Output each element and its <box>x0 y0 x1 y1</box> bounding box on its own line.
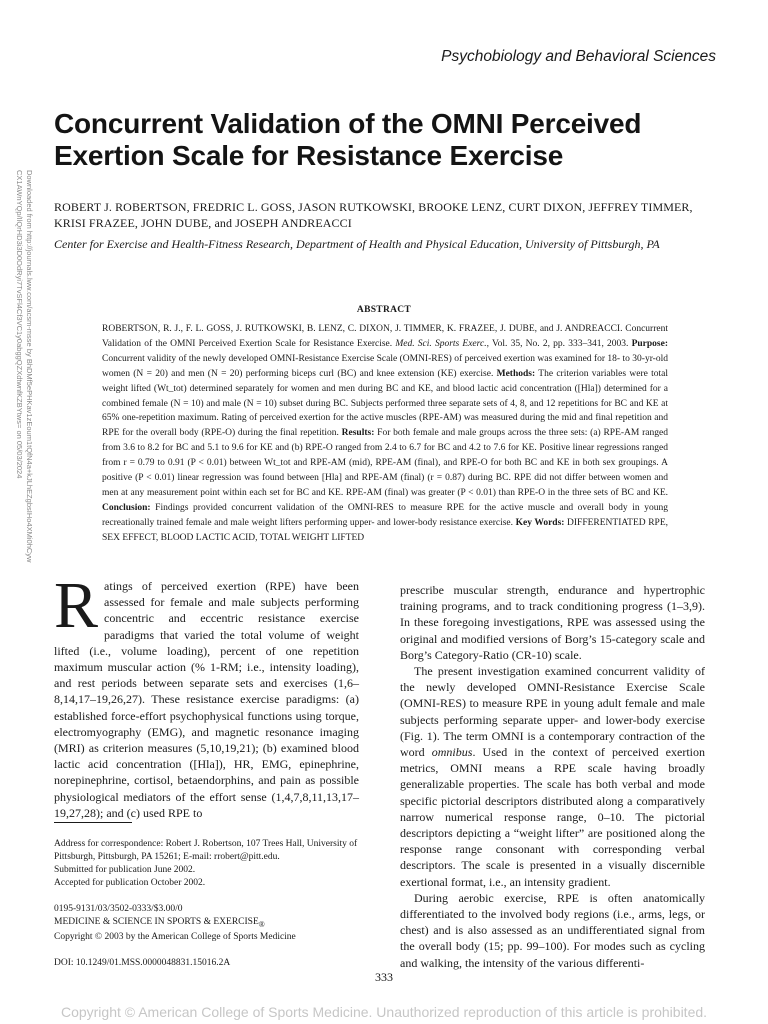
abstract-keywords-label: Key Words: <box>515 517 565 528</box>
abstract-methods: The criterion variables were total weight lifted (Wt_tot) determined separately for women and men during BC and KE, and blood lactic acid concentration ([Hla]) determined for a combined female (N = 10) and male (N = 10) subset during BC. Subjects performed three separate sets of 4, 8, and 12 repetitions for BC and KE at 65% one-repetition maximum. Rating of perceived exertion for the active muscles (RPE-AM) was measured during the mid and final repetition and RPE for the overall body (RPE-O) during the final repetition. <box>102 368 668 439</box>
correspondence-note: Address for correspondence: Robert J. Robertson, 107 Trees Hall, University of Pittsburgh, Pittsburgh, PA 15261; E-mail: rrobert@pitt.edu. <box>54 839 358 862</box>
abstract-citation-journal: Med. Sci. Sports Exerc. <box>395 338 487 349</box>
submitted-date: Submitted for publication June 2002. <box>54 865 196 875</box>
right-paragraph-3: During aerobic exercise, RPE is often anatomically differentiated to the involved body regions (i.e., arms, legs, or chest) and is also assessed as an undifferentiated signal from the overall body (15; pp. 99–100). For modes such as cycling and walking, the intensity of the various differenti- <box>400 890 705 970</box>
author-list: ROBERT J. ROBERTSON, FREDRIC L. GOSS, JASON RUTKOWSKI, BROOKE LENZ, CURT DIXON, JEFFREY TIMMER, KRISI FRAZEE, JOHN DUBE, and JOSEPH ANDREACCI <box>54 200 693 230</box>
abstract-citation-authors: ROBERTSON, R. J., F. L. GOSS, J. RUTKOWSKI, B. LENZ, C. DIXON, J. TIMMER, K. FRAZEE, J. DUBE, and J. ANDREACCI. Concurrent Validation of the OMNI Perceived Exertion Scale for Resistance Exercise. <box>102 324 668 349</box>
abstract-purpose-label: Purpose: <box>631 338 669 349</box>
abstract-results: For both female and male groups across the three sets: (a) RPE-AM ranged from 3.6 to 8.2 for BC and 5.1 to 9.6 for KE and (b) RPE-O ranged from 2.4 to 6.7 for BC and 4.2 to 7.6 for KE. Positive linear regressions ranged from r = 0.79 to 0.91 (P < 0.01) between Wt_tot and RPE-AM (mid), RPE-AM (final), and RPE-O for both BC and KE in both sex groupings. A positive (P < 0.01) linear regression was found between [Hla] and RPE-AM (final) (r = 0.87) during BC. RPE did not differ between women and men at any measurement point within each set for BC and KE. RPE-AM (final) was greater (P < 0.01) than RPE-O in the three sets of BC and KE. <box>102 428 668 498</box>
right-paragraph-1: prescribe muscular strength, endurance and hypertrophic training programs, and to track conditioning progress (1–3,9). In these foregoing investigations, RPE was assessed using the original and modified versions of Borg’s 15-category scale and Borg’s Category-Ratio (CR-10) scale. <box>400 583 705 662</box>
drop-cap: R <box>54 569 99 642</box>
body-right-column <box>400 582 705 971</box>
abstract-conclusion-label: Conclusion: <box>102 502 151 513</box>
affiliation: Center for Exercise and Health-Fitness Research, Department of Health and Physical Education, University of Pittsburgh, PA <box>54 237 660 251</box>
watermark-line-1: Downloaded from http://journals.lww.com/acsm-msse by BhDMf5ePHKav1zEoum1tQfN4a+kJLhEZgbsIHo4XMi0hCyw <box>25 170 34 563</box>
footnotes <box>54 838 364 970</box>
abstract-purpose: Concurrent validity of the newly developed OMNI-Resistance Exercise Scale (OMNI-RES) of perceived exertion was examined for 18- to 30-yr-old women (N = 20) and men (N = 20) performing biceps curl (BC) and knee extension (KE) exercise. <box>102 353 668 379</box>
issn-line: 0195-9131/03/3502-0333/$3.00/0 <box>54 904 183 914</box>
accepted-date: Accepted for publication October 2002. <box>54 878 206 888</box>
abstract-keywords: DIFFERENTIATED RPE, SEX EFFECT, BLOOD LACTIC ACID, TOTAL WEIGHT LIFTED <box>102 517 669 543</box>
footnote-divider <box>54 822 132 823</box>
abstract-text <box>102 322 668 546</box>
title-line-1: Concurrent Validation of the OMNI Perceived <box>54 108 642 139</box>
download-watermark <box>4 170 34 590</box>
intro-paragraph <box>54 569 359 821</box>
right-paragraph-2-end: . Used in the context of perceived exertion metrics, OMNI means a RPE scale having broadly generalizable properties. The scale has both verbal and mode specific pictorial descriptors distributed along a comparatively narrow numerical response range, 0–10. The pictorial descriptors depicting a “weight lifter” are positioned along the response range consonant with corresponding verbal descriptors. The scale is presented in a visually discernible exertional format, i.e., an intensity gradient. <box>400 745 705 889</box>
registered-mark: ® <box>258 919 265 929</box>
intro-text: atings of perceived exertion (RPE) have been assessed for female and male subjects performing concentric and eccentric resistance exercise paradigms that varied the total volume of weight lifted (i.e., volume loading), percent of one repetition maximum muscular action (% 1-RM; i.e., intensity loading), and rest periods between separate sets and exercises (1,6–8,14,17–19,26,27). These resistance exercise paradigms: (a) established force-effort psychophysical functions using torque, electromyography (EMG), and magnetic resonance imaging (MRI) as criterion measures (5,10,19,21); (b) examined blood lactic acid concentration ([Hla]), HR, EMG, epinephrine, norepinephrine, cortisol, betaendorphins, and pain as possible physiological mediators of the effort sense (1,4,7,8,11,13,17–19,27,28); and (c) used RPE to <box>54 579 359 820</box>
article-title <box>54 108 734 172</box>
copyright-line: Copyright © 2003 by the American College of Sports Medicine <box>54 931 296 942</box>
watermark-line-2: CX1AWnYQp/IlQrHD3i3D0OdRyi7TvSFl4Cf3VC1y0abggQZXdtwnfKZBYtws= on 05/03/2024 <box>15 170 24 479</box>
page-number: 333 <box>375 970 393 984</box>
omnibus-term: omnibus <box>431 745 473 760</box>
right-paragraph-2 <box>400 663 705 890</box>
copyright-banner: Copyright © American College of Sports Medicine. Unauthorized reproduction of this article is prohibited. <box>60 1004 708 1020</box>
abstract-conclusion: Findings provided concurrent validation of the OMNI-RES to measure RPE for the active muscle and overall body in young recreationally trained female and male weight lifters performing upper- and lower-body resistance exercise. <box>102 502 668 528</box>
body-left-column <box>54 569 359 821</box>
abstract-methods-label: Methods: <box>496 368 536 379</box>
abstract-results-label: Results: <box>341 428 375 439</box>
journal-name-text: MEDICINE & SCIENCE IN SPORTS & EXERCISE <box>54 917 259 927</box>
right-paragraph-2-start: The present investigation examined concurrent validity of the newly developed OMNI-Resistance Exercise Scale (OMNI-RES) to measure RPE in young adult female and male subjects performing separate upper- and lower-body exercise (Fig. 1). The term OMNI is a contemporary contraction of the word <box>400 664 705 760</box>
abstract-citation-details: , Vol. 35, No. 2, pp. 333–341, 2003. <box>486 338 629 349</box>
doi-line: DOI: 10.1249/01.MSS.0000048831.15016.2A <box>54 957 231 968</box>
title-line-2: Exertion Scale for Resistance Exercise <box>54 140 564 171</box>
abstract-heading: ABSTRACT <box>356 305 412 315</box>
journal-section-label: Psychobiology and Behavioral Sciences <box>441 48 716 65</box>
journal-name <box>54 916 364 931</box>
